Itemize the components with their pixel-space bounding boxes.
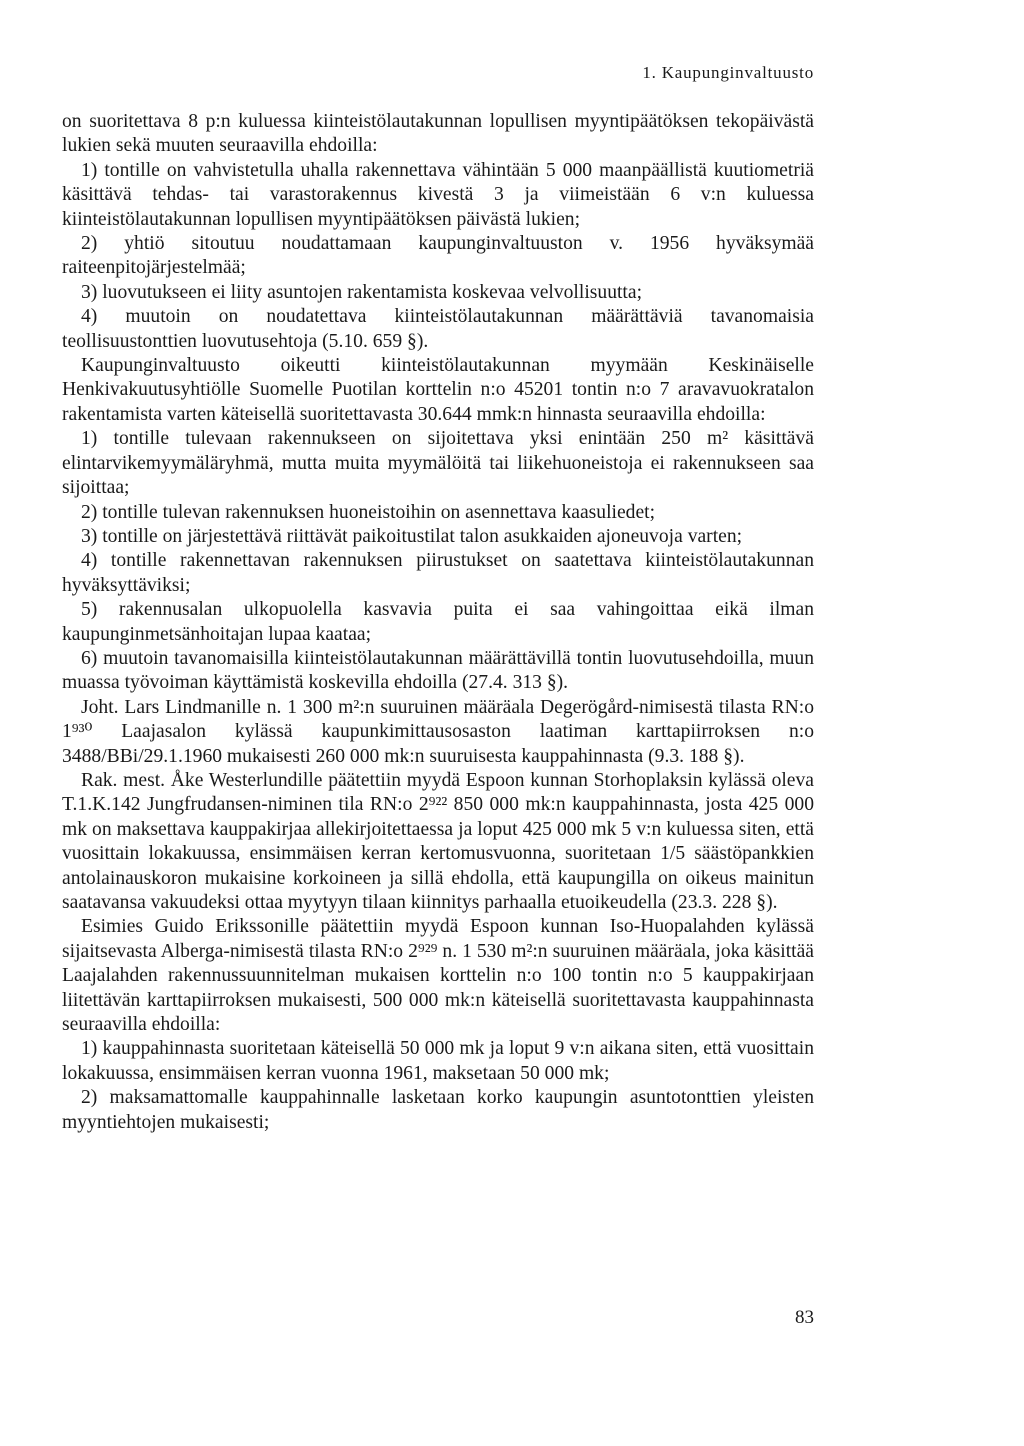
- paragraph: Rak. mest. Åke Westerlundille päätettiin myydä Espoon kunnan Storhoplaksin kylässä oleva T.1.K.142 Jungfrudansen-niminen tila RN:o 2⁹²² 850 000 mk:n kauppahinnasta, josta 425 000 mk on maksettava kauppakirjaa allekirjoitettaessa ja loput 425 000 mk 5 v:n kuluessa siten, että vuosittain lokakuussa, ensimmäisen kerran kertomusvuonna, suoritetaan 1/5 säästöpankkien antolainauskoron mukaisine korkoineen ja sillä ehdolla, että kaupungilla on oikeus mainitun saatavansa vakuudeksi ottaa myytyyn tilaan kiinnitys parhaalla etuoikeudella (23.3. 228 §).: [62, 769, 814, 913]
- paragraph: 3) tontille on järjestettävä riittävät paikoitustilat talon asukkaiden ajoneuvoja varten;: [81, 525, 743, 547]
- paragraph: 4) tontille rakennettavan rakennuksen piirustukset on saatettava kiinteistölautakunnan hyväksyttäviksi;: [62, 550, 814, 596]
- paragraph: 2) maksamattomalle kauppahinnalle lasketaan korko kaupungin asuntotonttien yleisten myyntiehtojen mukaisesti;: [62, 1087, 814, 1133]
- page-number: 83: [795, 1307, 814, 1328]
- running-header: 1. Kaupunginvaltuusto: [642, 63, 814, 82]
- paragraph: Esimies Guido Erikssonille päätettiin myydä Espoon kunnan Iso-Huopalahden kylässä sijaitsevasta Alberga-nimisestä tilasta RN:o 2⁹²⁹ n. 1 530 m²:n suuruinen määräala, joka käsittää Laajalahden rakennussuunnitelman mukaisen korttelin n:o 100 tontin n:o 5 kauppakirjaan liitettävän karttapiirroksen mukaisesti, 500 000 mk:n käteisellä suoritettavasta kauppahinnasta seuraavilla ehdoilla:: [62, 916, 814, 1036]
- paragraph: 3) luovutukseen ei liity asuntojen rakentamista koskevaa velvollisuutta;: [81, 281, 643, 303]
- paragraph: 1) tontille tulevaan rakennukseen on sijoitettava yksi enintään 250 m² käsittävä elintarvikemyymäläryhmä, mutta muita myymälöitä tai liikehuoneistoja ei rakennukseen saa sijoittaa;: [62, 428, 814, 499]
- paragraph: 1) tontille on vahvistetulla uhalla rakennettava vähintään 5 000 maanpäällistä kuutiometriä käsittävä tehdas- tai varastorakennus kivestä 3 ja viimeistään 6 v:n kuluessa kiinteistölautakunnan lopullisen myyntipäätöksen päivästä lukien;: [62, 159, 814, 230]
- body-text: [62, 110, 814, 1135]
- paragraph: 6) muutoin tavanomaisilla kiinteistölautakunnan määrättävillä tontin luovutusehdoilla, muun muassa työvoiman käyttämistä koskevilla ehdoilla (27.4. 313 §).: [62, 647, 814, 694]
- paragraph: 4) muutoin on noudatettava kiinteistölautakunnan määrättäviä tavanomaisia teollisuustonttien luovutusehtoja (5.10. 659 §).: [62, 306, 814, 352]
- paragraph: 1) kauppahinnasta suoritetaan käteisellä 50 000 mk ja loput 9 v:n aikana siten, että vuosittain lokakuussa, ensimmäisen kerran vuonna 1961, maksetaan 50 000 mk;: [62, 1038, 814, 1084]
- paragraph: Joht. Lars Lindmanille n. 1 300 m²:n suuruinen määräala Degerögård-nimisestä tilasta RN:o 1⁹³⁰ Laajasalon kylässä kaupunkimittausosaston laatiman karttapiirroksen n:o 3488/BBi/29.1.1960 mukaisesti 260 000 mk:n suuruisesta kauppahinnasta (9.3. 188 §).: [62, 696, 814, 767]
- paragraph: on suoritettava 8 p:n kuluessa kiinteistölautakunnan lopullisen myyntipäätöksen tekopäivästä lukien sekä muuten seuraavilla ehdoilla:: [62, 111, 814, 157]
- document-page: [62, 0, 814, 1446]
- paragraph: Kaupunginvaltuusto oikeutti kiinteistölautakunnan myymään Keskinäiselle Henkivakuutusyhtiölle Suomelle Puotilan korttelin n:o 45201 tontin n:o 7 aravavuokratalon rakentamista varten käteisellä suoritettavasta 30.644 mmk:n hinnasta seuraavilla ehdoilla:: [62, 355, 814, 425]
- paragraph: 2) tontille tulevan rakennuksen huoneistoihin on asennettava kaasuliedet;: [81, 501, 656, 523]
- paragraph: 2) yhtiö sitoutuu noudattamaan kaupunginvaltuuston v. 1956 hyväksymää raiteenpitojärjestelmää;: [62, 233, 814, 279]
- paragraph: 5) rakennusalan ulkopuolella kasvavia puita ei saa vahingoittaa eikä ilman kaupunginmetsänhoitajan lupaa kaataa;: [62, 599, 814, 645]
